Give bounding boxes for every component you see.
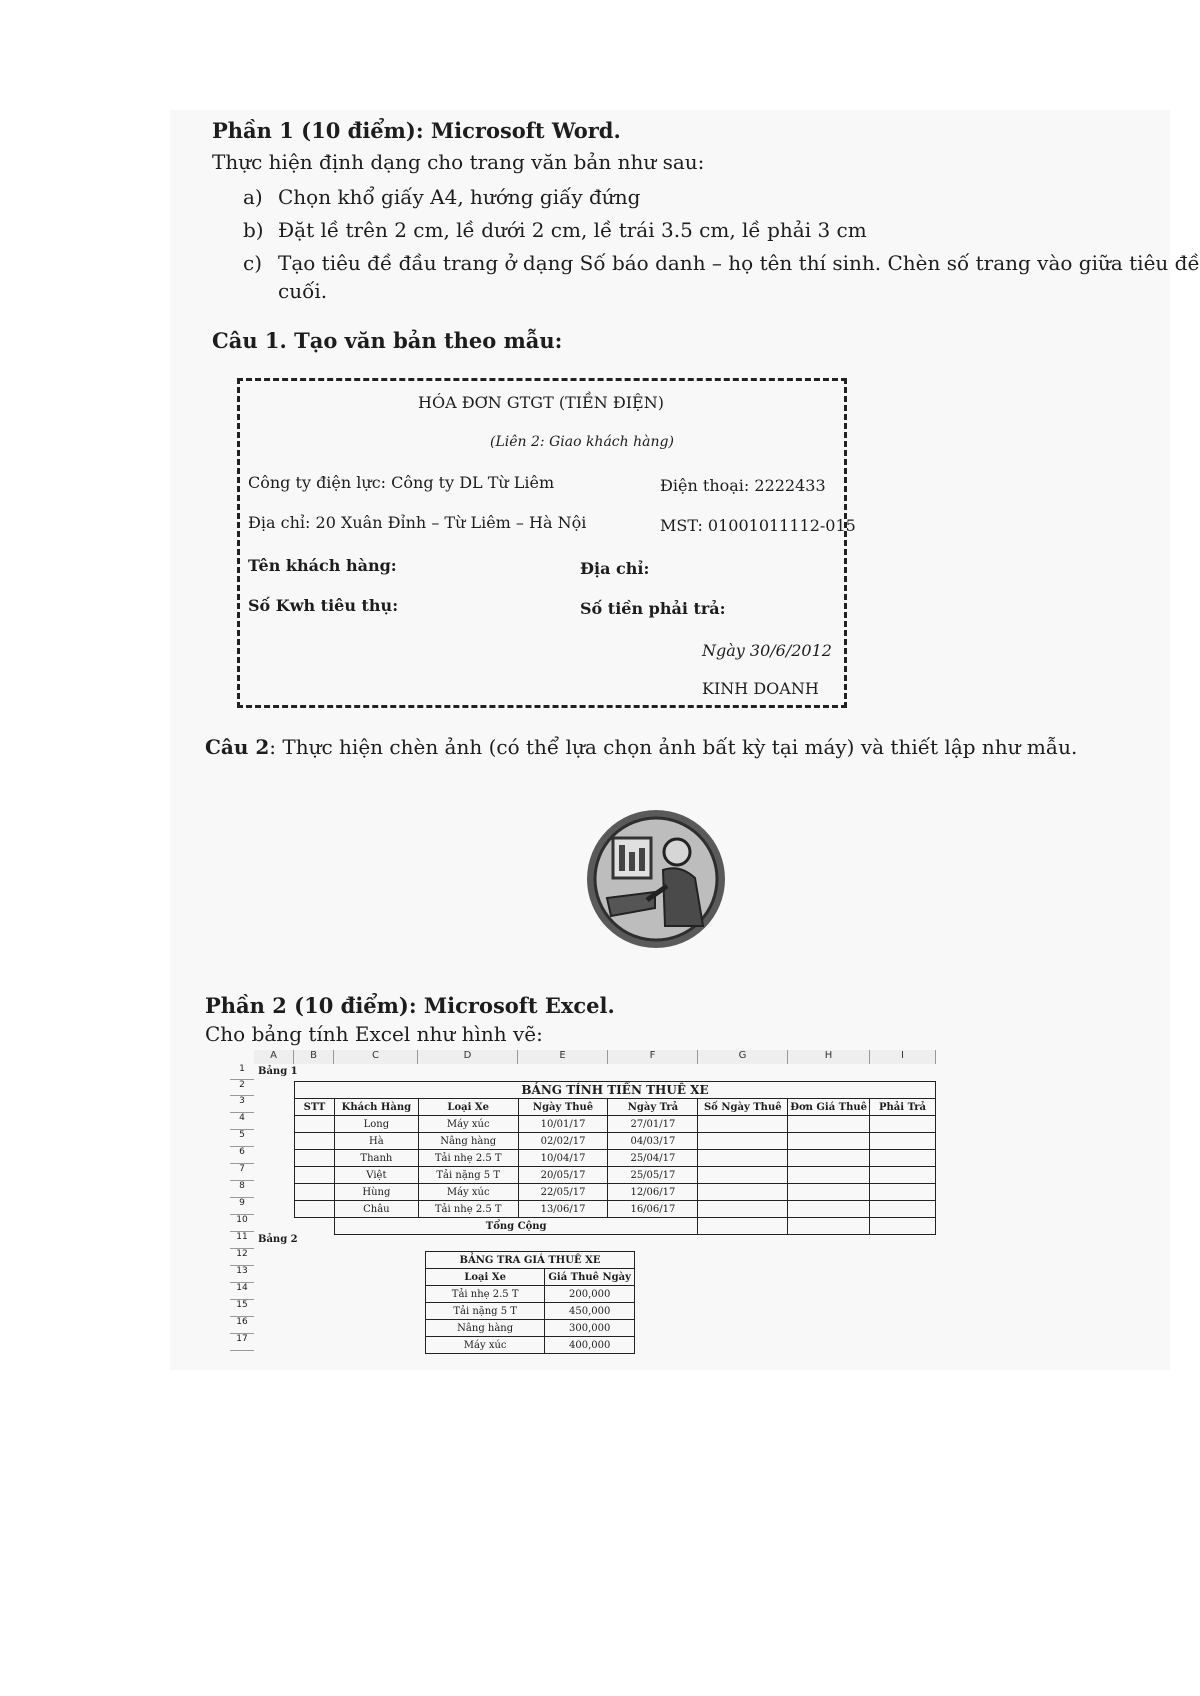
table-cell: [870, 1167, 936, 1184]
table1-header: Loại Xe: [418, 1099, 518, 1116]
table-cell: Thanh: [334, 1150, 418, 1167]
col-header-b: B: [294, 1050, 334, 1064]
table1-header: Khách Hàng: [334, 1099, 418, 1116]
table-cell: 25/04/17: [608, 1150, 698, 1167]
table-cell: Máy xúc: [418, 1184, 518, 1201]
table-cell: [698, 1150, 788, 1167]
part2-intro: Cho bảng tính Excel như hình vẽ:: [205, 1022, 543, 1046]
table-cell: 300,000: [545, 1320, 635, 1337]
col-header-e: E: [518, 1050, 608, 1064]
part1-intro: Thực hiện định dạng cho trang văn bản như sau:: [212, 150, 705, 174]
table-cell: Long: [334, 1116, 418, 1133]
table-row: [426, 1320, 635, 1337]
table-cell: 10/04/17: [518, 1150, 608, 1167]
invoice-title: HÓA ĐƠN GTGT (TIỀN ĐIỆN): [418, 393, 664, 412]
table2-header: Loại Xe: [426, 1269, 545, 1286]
row-header: 16: [230, 1317, 254, 1334]
row-header: 8: [230, 1181, 254, 1198]
table-cell: [295, 1201, 335, 1218]
row-header: 14: [230, 1283, 254, 1300]
table-cell: [870, 1218, 936, 1235]
table1-title: BẢNG TÍNH TIỀN THUÊ XE: [295, 1082, 936, 1099]
table-cell: [788, 1116, 870, 1133]
table-cell: 12/06/17: [608, 1184, 698, 1201]
table-cell: Tải nặng 5 T: [418, 1167, 518, 1184]
table2-label: Bảng 2: [258, 1234, 298, 1245]
col-header-i: I: [870, 1050, 936, 1064]
table-cell: 10/01/17: [518, 1116, 608, 1133]
table-cell-empty: [295, 1218, 335, 1235]
invoice-mst: MST: 01001011112-015: [660, 516, 856, 535]
table-cell: [870, 1184, 936, 1201]
question-2-label: Câu 2: [205, 735, 270, 759]
table-row: [295, 1167, 936, 1184]
invoice-kwh-label: Số Kwh tiêu thụ:: [248, 596, 399, 615]
table-cell: 25/05/17: [608, 1167, 698, 1184]
row-header: 5: [230, 1130, 254, 1147]
table1-total: Tổng Cộng: [334, 1218, 697, 1235]
table-cell: [788, 1167, 870, 1184]
item-c-marker: c): [243, 251, 263, 275]
table-cell: [870, 1133, 936, 1150]
table1-header: Số Ngày Thuê: [698, 1099, 788, 1116]
table-cell: [788, 1218, 870, 1235]
row-header: 15: [230, 1300, 254, 1317]
item-b-text: Đặt lề trên 2 cm, lề dưới 2 cm, lề trái 3.5 cm, lề phải 3 cm: [278, 218, 867, 242]
table-cell: [295, 1150, 335, 1167]
table-cell: Tải nặng 5 T: [426, 1303, 545, 1320]
invoice-amount-label: Số tiền phải trả:: [580, 599, 726, 618]
table2-header: Giá Thuê Ngày: [545, 1269, 635, 1286]
table-cell: [698, 1184, 788, 1201]
table-row: [295, 1133, 936, 1150]
table-cell: Máy xúc: [418, 1116, 518, 1133]
row-header: 12: [230, 1249, 254, 1266]
invoice-cust-address-label: Địa chỉ:: [580, 559, 650, 578]
row-header: 4: [230, 1113, 254, 1130]
table-cell: Tải nhẹ 2.5 T: [418, 1201, 518, 1218]
part1-title: Phần 1 (10 điểm): Microsoft Word.: [212, 118, 621, 143]
spreadsheet: [230, 1050, 1000, 1380]
table-cell: Tải nhẹ 2.5 T: [426, 1286, 545, 1303]
table-cell: 13/06/17: [518, 1201, 608, 1218]
table-cell: [698, 1218, 788, 1235]
table1-header: STT: [295, 1099, 335, 1116]
row-header: 10: [230, 1215, 254, 1232]
item-b-marker: b): [243, 218, 264, 242]
invoice-subtitle: (Liên 2: Giao khách hàng): [490, 434, 674, 450]
table-row: [426, 1303, 635, 1320]
table2-header-row: [426, 1269, 635, 1286]
table-cell: [870, 1150, 936, 1167]
col-header-f: F: [608, 1050, 698, 1064]
table-cell: 27/01/17: [608, 1116, 698, 1133]
row-header: 11: [230, 1232, 254, 1249]
row-header: 7: [230, 1164, 254, 1181]
table-cell: [788, 1184, 870, 1201]
price-lookup-table: [425, 1251, 635, 1354]
table-cell: [788, 1201, 870, 1218]
table-cell: Châu: [334, 1201, 418, 1218]
row-header: 1: [230, 1064, 254, 1080]
table-cell: 450,000: [545, 1303, 635, 1320]
item-a-marker: a): [243, 185, 263, 209]
table1-header: Ngày Thuê: [518, 1099, 608, 1116]
table-cell: [788, 1150, 870, 1167]
table-cell: 400,000: [545, 1337, 635, 1354]
row-header: 9: [230, 1198, 254, 1215]
question-2-text: : Thực hiện chèn ảnh (có thể lựa chọn ảnh bất kỳ tại máy) và thiết lập như mẫu.: [269, 735, 1078, 759]
row-header: 17: [230, 1334, 254, 1351]
invoice-box: [237, 378, 856, 708]
col-header-h: H: [788, 1050, 870, 1064]
table-cell: [295, 1133, 335, 1150]
table-cell: Hùng: [334, 1184, 418, 1201]
table-cell: 04/03/17: [608, 1133, 698, 1150]
col-header-g: G: [698, 1050, 788, 1064]
table-cell: 200,000: [545, 1286, 635, 1303]
invoice-customer-label: Tên khách hàng:: [248, 556, 397, 575]
item-a-text: Chọn khổ giấy A4, hướng giấy đứng: [278, 185, 641, 209]
table1-header: Ngày Trả: [608, 1099, 698, 1116]
table-row: [295, 1201, 936, 1218]
table1-header-row: [295, 1099, 936, 1116]
table-cell: [698, 1167, 788, 1184]
table-cell: [295, 1116, 335, 1133]
table-cell: [870, 1116, 936, 1133]
table-cell: [788, 1133, 870, 1150]
rental-table: [294, 1081, 936, 1235]
table-row: [426, 1286, 635, 1303]
table-cell: [295, 1184, 335, 1201]
table-cell: Nâng hàng: [426, 1320, 545, 1337]
item-c-text-cont: cuối.: [278, 279, 328, 303]
table-row: [426, 1337, 635, 1354]
invoice-company: Công ty điện lực: Công ty DL Từ Liêm: [248, 473, 555, 492]
row-header: 6: [230, 1147, 254, 1164]
table-cell: [698, 1201, 788, 1218]
table-row: [295, 1116, 936, 1133]
table2-title: BẢNG TRA GIÁ THUÊ XE: [426, 1252, 635, 1269]
col-header-d: D: [418, 1050, 518, 1064]
row-header: 3: [230, 1096, 254, 1113]
row-header: 2: [230, 1080, 254, 1096]
question-1: Câu 1. Tạo văn bản theo mẫu:: [212, 328, 563, 353]
part2-title: Phần 2 (10 điểm): Microsoft Excel.: [205, 993, 615, 1018]
table-cell: [698, 1116, 788, 1133]
table1-label: Bảng 1: [258, 1066, 298, 1077]
table-row: [295, 1150, 936, 1167]
question-2: [205, 735, 1077, 759]
table-cell: Tải nhẹ 2.5 T: [418, 1150, 518, 1167]
table-cell: Việt: [334, 1167, 418, 1184]
table-cell: 16/06/17: [608, 1201, 698, 1218]
table-cell: 20/05/17: [518, 1167, 608, 1184]
table-cell: Máy xúc: [426, 1337, 545, 1354]
table-cell: Hà: [334, 1133, 418, 1150]
table-cell: [295, 1167, 335, 1184]
table-cell: Nâng hàng: [418, 1133, 518, 1150]
row-header: 13: [230, 1266, 254, 1283]
invoice-address: Địa chỉ: 20 Xuân Đỉnh – Từ Liêm – Hà Nội: [248, 513, 587, 532]
table1-header: Phải Trả: [870, 1099, 936, 1116]
table-cell: 22/05/17: [518, 1184, 608, 1201]
invoice-phone: Điện thoại: 2222433: [660, 476, 826, 495]
table1-total-row: [295, 1218, 936, 1235]
table-cell: [870, 1201, 936, 1218]
invoice-date: Ngày 30/6/2012: [702, 641, 832, 660]
computer-user-clipart: [585, 808, 727, 950]
table-cell: [698, 1133, 788, 1150]
col-header-a: A: [254, 1050, 294, 1064]
item-c-text: Tạo tiêu đề đầu trang ở dạng Số báo danh – họ tên thí sinh. Chèn số trang vào giữa tiêu đề: [278, 251, 1200, 275]
col-header-c: C: [334, 1050, 418, 1064]
invoice-sign: KINH DOANH: [702, 679, 819, 698]
table-row: [295, 1184, 936, 1201]
table-cell: 02/02/17: [518, 1133, 608, 1150]
table1-header: Đơn Giá Thuê: [788, 1099, 870, 1116]
